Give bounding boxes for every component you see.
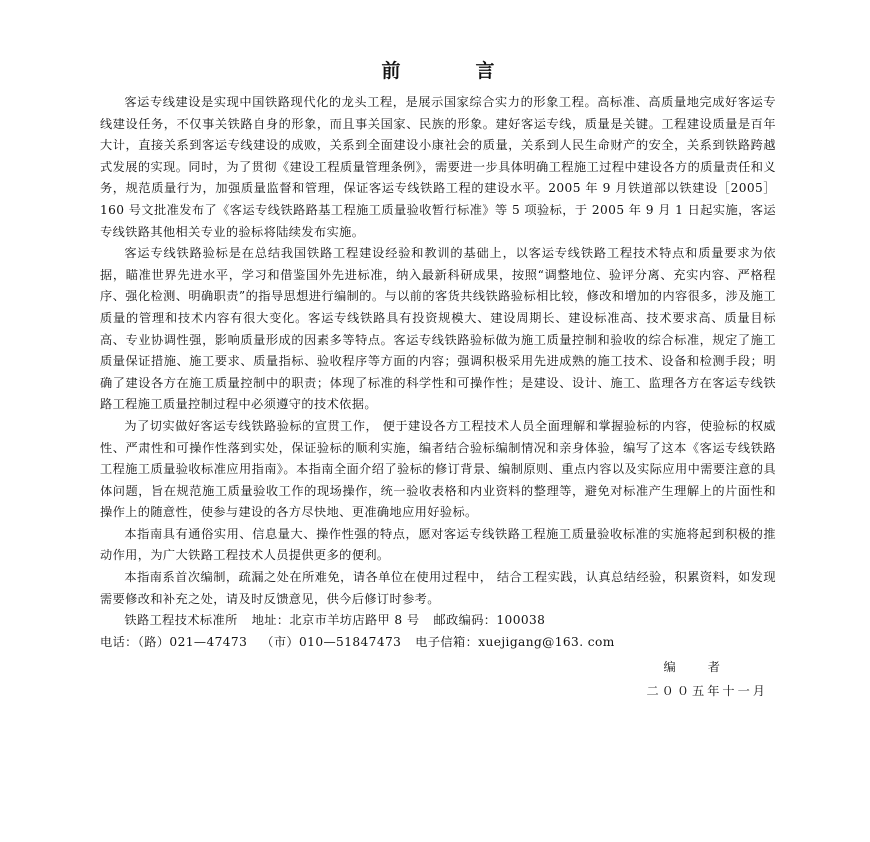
signature-date: 二００五年十一月 (646, 684, 768, 699)
contact-address: 地址：北京市羊坊店路甲 8 号 (251, 613, 420, 628)
paragraph-2: 客运专线铁路验标是在总结我国铁路工程建设经验和教训的基础上，以客运专线铁路工程技术特点和质量要求为依据，瞄准世界先进水平，学习和借鉴国外先进标准，纳入最新科研成果，按照“调整地位、验评分离、充实内容、严格程序、强化检测、明确职责”的指导思想进行编制的。与以前的客货共线铁路验标相比较，修改和增加的内容很多，涉及施工质量的管理和技术内容有很大变化。客运专线铁路具有投资规模大、建设周期长、建设标准高、技术要求高、质量目标高、专业协调性强，影响质量形成的因素多等特点。客运专线铁路验标做为施工质量控制和验收的综合标准，规定了施工质量保证措施、施工要求、质量指标、验收程序等方面的内容；强调积极采用先进成熟的施工技术、设备和检测手段；明确了建设各方在施工质量控制中的职责；体现了标准的科学性和可操作性；是建设、设计、施工、监理各方在客运专线铁路工程施工质量控制过程中必须遵守的技术依据。 (100, 246, 776, 412)
paragraph-5: 本指南系首次编制，疏漏之处在所难免，请各单位在使用过程中， 结合工程实践，认真总结经验，积累资料，如发现需要修改和补充之处，请及时反馈意见，供今后修订时参考。 (100, 570, 776, 606)
paragraph-1: 客运专线建设是实现中国铁路现代化的龙头工程，是展示国家综合实力的形象工程。高标准、高质量地完成好客运专线建设任务，不仅事关铁路自身的形象，而且事关国家、民族的形象。建好客运专线，质量是关键。工程建设质量是百年大计，直接关系到客运专线建设的成败，关系到全面建设小康社会的质量，关系到人民生命财产的安全，关系到铁路跨越式发展的实现。同时，为了贯彻《建设工程质量管理条例》，需要进一步具体明确工程施工过程中建设各方的质量责任和义务，规范质量行为，加强质量监督和管理，保证客运专线铁路工程的建设水平。2005 年 9 月铁道部以铁建设［2005］160 号文批准发布了《客运专线铁路路基工程施工质量验收暂行标准》等 5 项验标，于 2005 年 9 月 1 日起实施，客运专线铁路其他相关专业的验标将陆续发布实施。 (100, 95, 776, 239)
contact-org: 铁路工程技术标准所 (124, 613, 238, 628)
contact-phone-city: （市）010—51847473 (261, 634, 402, 649)
paragraph-4: 本指南具有通俗实用、信息量大、操作性强的特点，愿对客运专线铁路工程施工质量验收标准的实施将起到积极的推动作用，为广大铁路工程技术人员提供更多的便利。 (100, 526, 776, 563)
contact-address-line (100, 610, 776, 632)
page-title: 前 言 (381, 60, 523, 82)
contact-postcode: 邮政编码：100038 (433, 613, 546, 628)
contact-phone-line (100, 632, 776, 654)
signature-author: 编 者 (663, 660, 730, 675)
paragraph-3: 为了切实做好客运专线铁路验标的宣贯工作， 便于建设各方工程技术人员全面理解和掌握验标的内容，使验标的权威性、严肃性和可操作性落到实处，保证验标的顺利实施，编者结合验标编制情况和亲身体验，编写了这本《客运专线铁路工程施工质量验收标准应用指南》。本指南全面介绍了验标的修订背景、编制原则、重点内容以及实际应用中需要注意的具体问题，旨在规范施工质量验收工作的现场操作，统一验收表格和内业资料的整理等，避免对标准产生理解上的片面性和操作上的随意性，使参与建设的各方尽快地、更准确地应用好验标。 (100, 418, 776, 520)
contact-phone-rail: 电话：（路）021—47473 (100, 634, 248, 649)
contact-email: 电子信箱：xuejigang@163. com (415, 634, 615, 649)
preface-page (100, 58, 776, 703)
